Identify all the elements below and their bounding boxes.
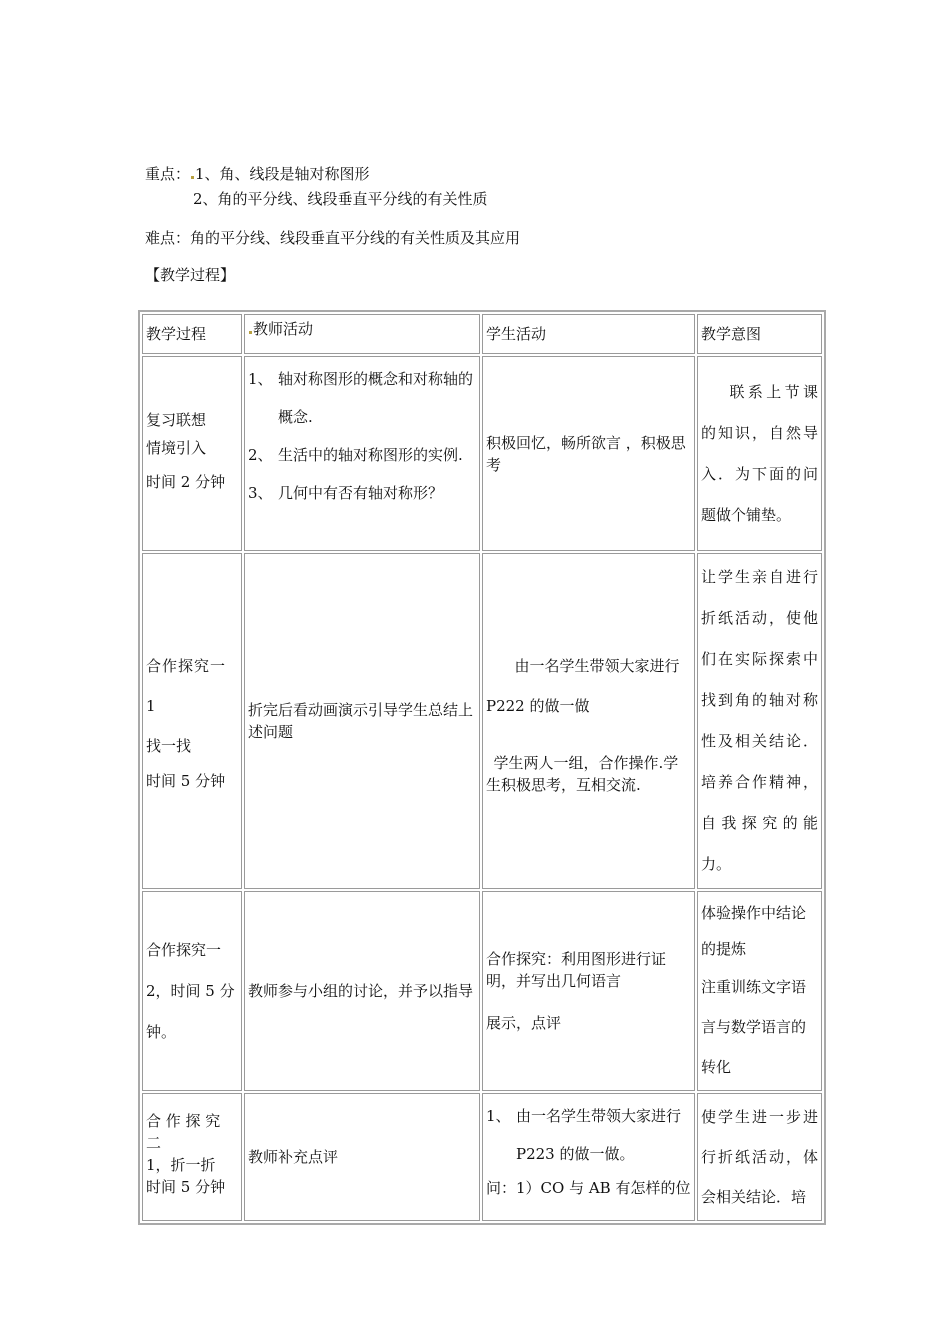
header-intent: 教学意图 [697,314,822,354]
row4-student-question: 问：1）CO 与 AB 有怎样的位 [486,1179,691,1197]
row3-student-text2: 展示，点评 [486,1014,562,1032]
row2-stage-line: 找一找 [146,737,192,755]
table-row [142,553,822,889]
row3-stage-text: 合作探究一 2，时间 5 分钟。 [146,940,235,1041]
item-number: 1、 [248,370,273,388]
item-number: 3、 [248,484,273,502]
table-row [142,356,822,551]
row1-stage-line: 时间 2 分钟 [146,472,226,491]
row2-intent-text: 让学生亲自进行折纸活动，使他们在实际探索中找到角的轴对称性及相关结论．培养合作精神，自我探究的能力。 [701,568,818,873]
row4-stage [142,1093,242,1221]
row3-intent-text2: 注重训练文字语言与数学语言的转化 [701,978,807,1076]
key-point-1: 1、角、线段是轴对称图形 [195,165,370,183]
list-item [248,474,476,512]
row4-stage-line: 合 作 探 究 二 [146,1112,221,1152]
row1-intent [697,356,822,551]
row1-intent-text: 联系上节课的知识，自然导入．为下面的问题做个铺垫。 [701,382,818,524]
marker-dot [191,176,194,179]
row1-stage-line: 情境引入 [146,438,207,457]
item-text: 生活中的轴对称图形的实例. [278,446,463,464]
item-number: 2、 [248,446,273,464]
marker-dot [249,331,252,334]
row4-stage-line: 时间 5 分钟 [146,1178,226,1196]
row1-stage-line: 复习联想 [146,410,207,429]
item-text: 几何中有否有轴对称形？ [278,484,444,502]
row1-student: 积极回忆，畅所欲言 ，积极思考 [482,356,695,551]
header-stage: 教学过程 [142,314,242,354]
row1-teacher-list [248,360,476,512]
table-header-row [142,314,822,354]
item-text: 轴对称图形的概念和对称轴的概念. [278,370,474,426]
teaching-process-table [138,310,826,1225]
row4-stage-line: 1，折一折 [146,1156,216,1174]
list-item [248,436,476,474]
row4-student-text: 由一名学生带领大家进行 P223 的做一做。 [516,1107,682,1163]
difficult-points: 难点：角的平分线、线段垂直平分线的有关性质及其应用 [145,229,521,247]
row2-intent [697,553,822,889]
table-row [142,1093,822,1221]
row2-teacher: 折完后看动画演示引导学生总结上述问题 [244,553,480,889]
row4-intent [697,1093,822,1221]
header-student: 学生活动 [482,314,695,354]
row3-intent [697,891,822,1091]
row3-stage [142,891,242,1091]
row3-student [482,891,695,1091]
row2-student [482,553,695,889]
row3-intent-text1: 体验操作中结论的提炼 [701,904,807,958]
row4-student [482,1093,695,1221]
key-points-line1 [145,164,370,184]
table-row [142,891,822,1091]
item-number: 1、 [486,1107,511,1125]
row2-stage [142,553,242,889]
row3-student-text1: 合作探究：利用图形进行证明，并写出几何语言 [486,950,667,990]
row2-student-text2: 学生两人一组，合作操作.学生积极思考，互相交流. [486,754,679,794]
key-points-label: 重点： [145,165,191,183]
row2-stage-line: 合作探究一 1 [146,657,227,715]
row2-student-text1: 由一名学生带领大家进行 P222 的做一做 [486,657,680,715]
header-teacher [244,314,480,354]
row3-teacher: 教师参与小组的讨论，并予以指导 [244,891,480,1091]
row1-teacher [244,356,480,551]
row2-stage-line: 时间 5 分钟 [146,772,226,790]
header-teacher-text: 教师活动 [253,320,314,338]
row4-teacher: 教师补充点评 [244,1093,480,1221]
list-item [248,360,476,436]
key-point-2: 2、角的平分线、线段垂直平分线的有关性质 [193,190,488,208]
row4-intent-text: 使学生进一步进行折纸活动，体会相关结论．培 [701,1108,818,1206]
section-title: 【教学过程】 [145,266,236,284]
row1-stage [142,356,242,551]
